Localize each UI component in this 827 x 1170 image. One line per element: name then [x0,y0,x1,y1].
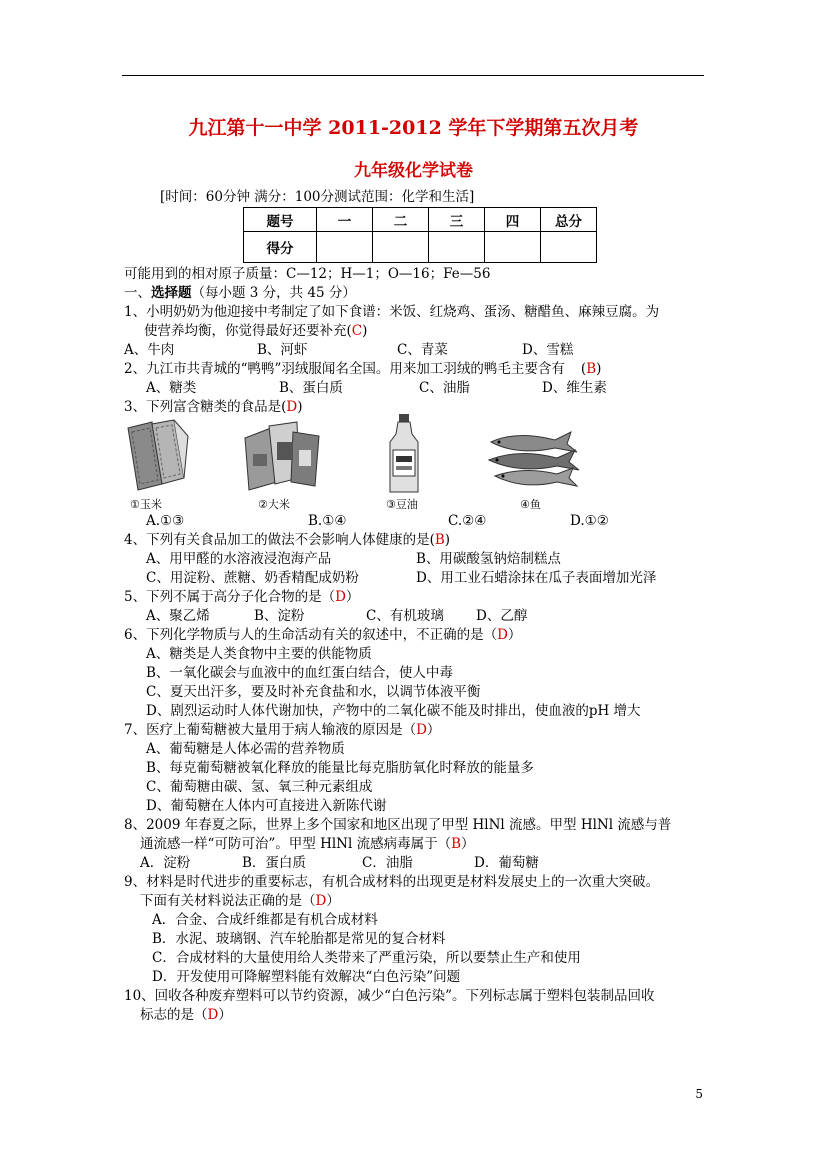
question-10-line-1: 10、回收各种废弃塑料可以节约资源，减少“白色污染”。下列标志属于塑料包装制品回收 [124,988,655,1004]
question-1-line-1: 1、小明奶奶为他迎接中考制定了如下食谱：米饭、红烧鸡、蛋汤、糖醋鱼、麻辣豆腐。为 [124,304,660,320]
question-6-option-b: B、一氧化碳会与血液中的血红蛋白结合，使人中毒 [146,665,453,681]
question-7-option-d: D、葡萄糖在人体内可直接进入新陈代谢 [146,798,387,814]
option-b: B、蛋白质 [279,380,343,396]
question-8-line-1: 8、2009 年春夏之际，世界上多个国家和地区出现了甲型 HlNl 流感。甲型 HlNl 流感与普 [124,817,672,833]
option-c: C、油脂 [419,380,470,396]
question-7-line-1: 7、医疗上葡萄糖被大量用于病人输液的原因是（D） [124,722,441,738]
question-6-line-1: 6、下列化学物质与人的生命活动有关的叙述中，不正确的是（D） [124,627,522,643]
option-d: D、维生素 [542,380,607,396]
atomic-masses: 可能用到的相对原子质量：C—12；H—1；O—16；Fe—56 [124,266,491,282]
score-header-cell: 二 [373,208,429,232]
image-caption-4: ④鱼 [520,498,541,511]
header-rule [122,75,704,76]
option-b: B、河虾 [257,342,308,358]
answer: B [586,361,597,377]
answer: D [335,589,346,605]
option-c: C．油脂 [362,855,413,871]
answer: D [315,893,327,909]
score-table [243,207,597,263]
score-row-label: 得分 [244,232,317,263]
score-header-cell: 总分 [541,208,597,232]
score-cell [317,232,373,263]
question-1-line-2: 使营养均衡，你觉得最好还要补充(C) [144,323,368,339]
score-header-cell: 一 [317,208,373,232]
option-d: D、雪糕 [522,342,574,358]
option-b: B、淀粉 [254,608,305,624]
answer: D [286,399,298,415]
question-9-line-1: 9、材料是时代进步的重要标志，有机合成材料的出现更是材料发展史上的一次重大突破。 [124,874,660,890]
answer: B [451,836,462,852]
image-caption-3: ③豆油 [386,498,418,511]
question-5-line-1: 5、下列不属于高分子化合物的是（D） [124,589,360,605]
question-9-line-2: 下面有关材料说法正确的是（D） [140,893,340,909]
question-9-option-d: D．开发使用可降解塑料能有效解决“白色污染”问题 [152,969,461,985]
question-9-option-b: B．水泥、玻璃钢、汽车轮胎都是常见的复合材料 [152,931,446,947]
option-a: A.①③ [146,513,185,529]
answer: D [416,722,427,738]
section-heading: 一、选择题（每小题 3 分，共 45 分） [124,285,356,301]
option-d: D.①② [570,513,609,529]
question-6-option-a: A、糖类是人类食物中主要的供能物质 [146,646,372,662]
option-d: D、用工业石蜡涂抹在瓜子表面增加光泽 [416,570,657,586]
answer: B [434,532,445,548]
score-header-cell: 三 [429,208,485,232]
question-7-option-c: C、葡萄糖由碳、氢、氧三种元素组成 [146,779,373,795]
oil-bottle-image [386,414,422,494]
rice-bags-image [241,420,323,492]
question-2-line-1: 2、九江市共青城的“鸭鸭”羽绒服闻名全国。用来加工羽绒的鸭毛主要含有 (B) [124,361,602,377]
question-6-option-d: D、剧烈运动时人体代谢加快，产物中的二氧化碳不能及时排出，使血液的pH 增大 [146,703,641,719]
score-cell [429,232,485,263]
question-10-line-2: 标志的是（D） [140,1007,232,1023]
exam-title: 九江第十一中学 2011-2012 学年下学期第五次月考 [188,117,639,139]
score-header-cell: 四 [485,208,541,232]
option-a: A．淀粉 [140,855,191,871]
exam-info: [时间：60分钟 满分：100分测试范围：化学和生活] [160,189,475,205]
corn-image [122,418,190,492]
image-caption-1: ①玉米 [130,498,162,511]
exam-subtitle: 九年级化学试卷 [354,161,473,181]
question-8-line-2: 通流感一样“可防可治”。甲型 HlNl 流感病毒属于（B） [140,836,475,852]
option-d: D、乙醇 [476,608,528,624]
question-9-option-a: A．合金、合成纤维都是有机合成材料 [152,912,378,928]
question-4-line-1: 4、下列有关食品加工的做法不会影响人体健康的是(B) [124,532,451,548]
option-c: C、有机玻璃 [366,608,444,624]
score-header-cell: 题号 [244,208,317,232]
page-number: 5 [695,1087,703,1101]
option-a: A、用甲醛的水溶液浸泡海产品 [146,551,332,567]
option-b: B.①④ [308,513,347,529]
score-cell [485,232,541,263]
question-3-line-1: 3、下列富含糖类的食品是(D) [124,399,303,415]
question-9-option-c: C．合成材料的大量使用给人类带来了严重污染，所以要禁止生产和使用 [152,950,581,966]
option-a: A、糖类 [146,380,197,396]
question-7-option-a: A、葡萄糖是人体必需的营养物质 [146,741,345,757]
score-cell [373,232,429,263]
option-c: C.②④ [448,513,487,529]
option-a: A、牛肉 [124,342,175,358]
answer: D [497,627,508,643]
answer: C [351,323,363,339]
option-b: B、用碳酸氢钠焙制糕点 [416,551,561,567]
option-b: B．蛋白质 [242,855,306,871]
option-d: D．葡萄糖 [474,855,539,871]
score-cell [541,232,597,263]
image-caption-2: ②大米 [258,498,290,511]
fish-image [487,428,581,490]
option-c: C、用淀粉、蔗糖、奶香精配成奶粉 [146,570,359,586]
answer: D [207,1007,219,1023]
question-7-option-b: B、每克葡萄糖被氧化释放的能量比每克脂肪氧化时释放的能量多 [146,760,534,776]
option-a: A、聚乙烯 [146,608,210,624]
option-c: C、青菜 [397,342,448,358]
question-6-option-c: C、夏天出汗多，要及时补充食盐和水，以调节体液平衡 [146,684,481,700]
